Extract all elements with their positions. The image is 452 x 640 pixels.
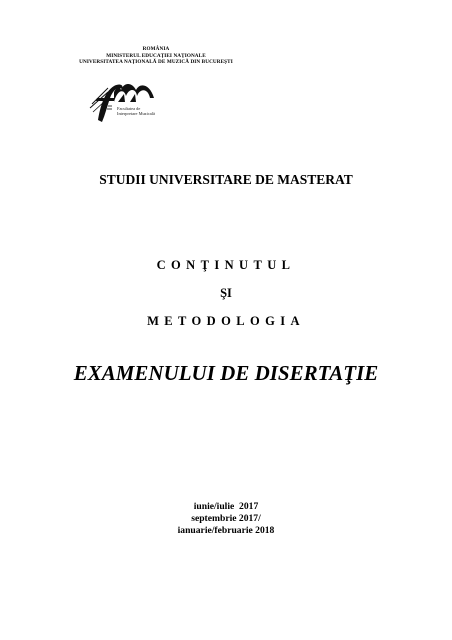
title-line-and: ŞI [220, 286, 232, 300]
country-name: ROMÂNIA [142, 46, 170, 52]
logo-caption-line1: Facultatea de [117, 106, 141, 111]
program-title: STUDII UNIVERSITARE DE MASTERAT [99, 172, 353, 187]
logo-caption [117, 106, 155, 116]
title-line-methodology: METODOLOGIA [147, 314, 305, 328]
session-date-1: iunie/iulie 2017 [193, 501, 259, 512]
faculty-logo-icon [84, 78, 194, 124]
university-name: UNIVERSITATEA NAŢIONALĂ DE MUZICĂ DIN BUCUREŞTI [79, 59, 233, 66]
institution-header [56, 46, 256, 66]
title-line-content: CONŢINUTUL [156, 258, 296, 272]
exam-title: EXAMENULUI DE DISERTAŢIE [73, 361, 379, 385]
session-date-2: septembrie 2017/ [191, 513, 261, 525]
session-date-3: ianuarie/februarie 2018 [177, 525, 275, 537]
session-dates [0, 501, 452, 538]
ministry-name: MINISTERUL EDUCAŢIEI NAŢIONALE [106, 52, 206, 59]
logo-caption-line2: Interpretare Muzicală [117, 111, 155, 117]
